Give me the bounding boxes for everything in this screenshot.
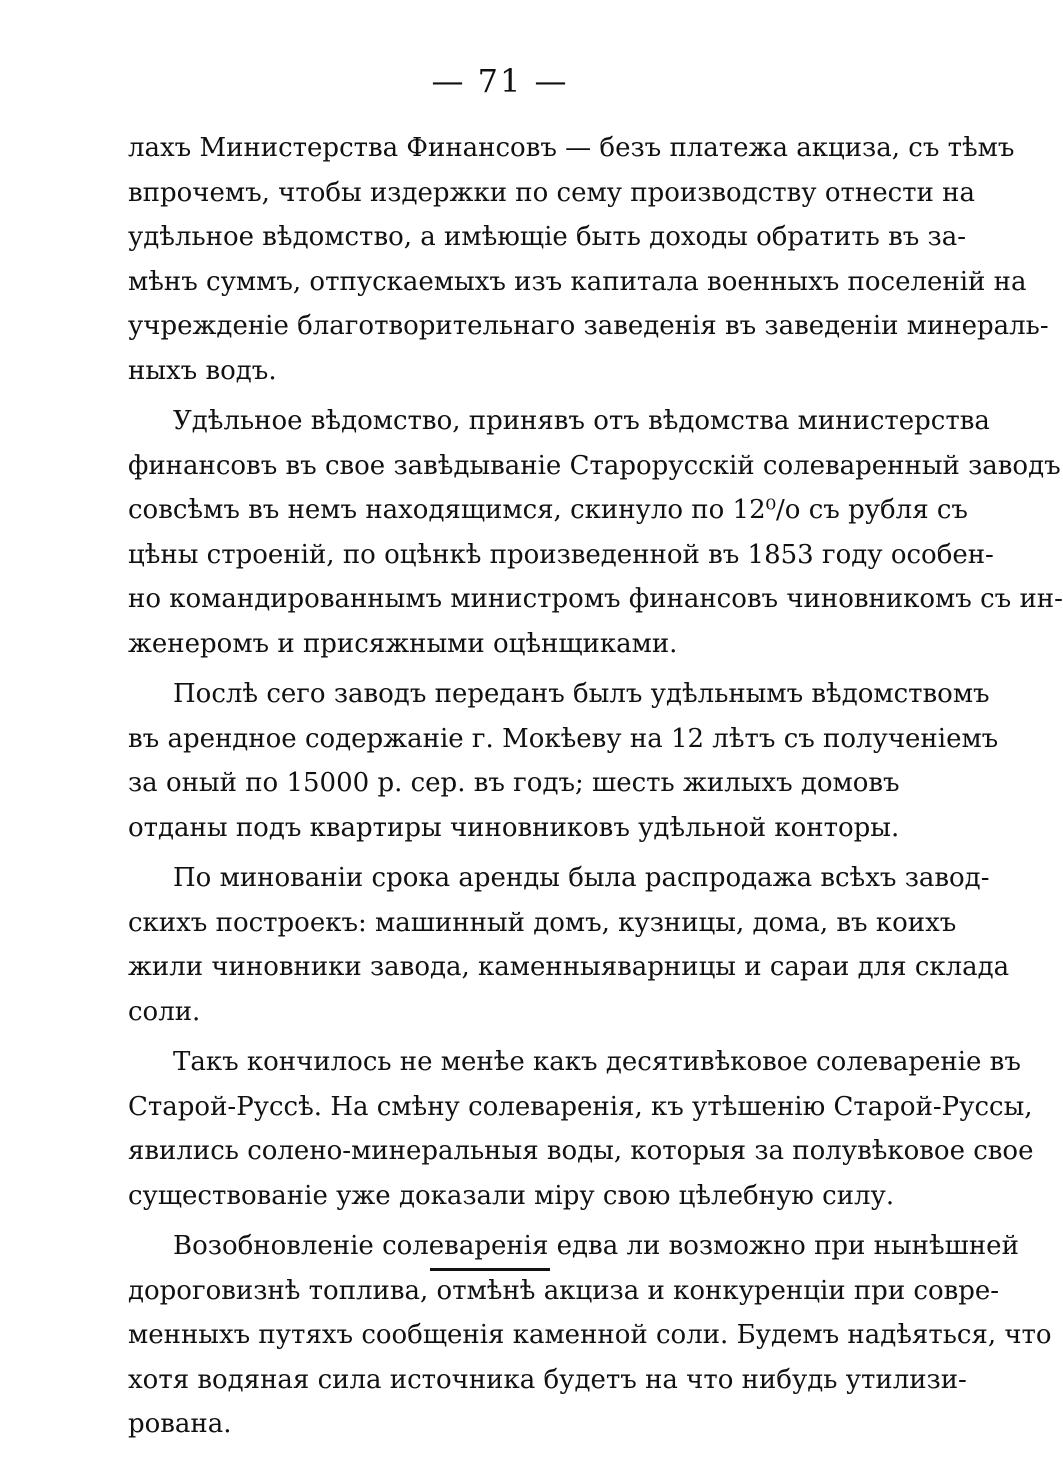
paragraph-4 xyxy=(128,856,1010,1034)
text-line: женеромъ и присяжными оцѣнщиками. xyxy=(128,628,678,659)
text-line: учрежденіе благотворительнаго заведенія въ заведеніи минераль- xyxy=(128,311,1049,341)
text-line: финансовъ въ свое завѣдываніе Старорусскій солеваренный заводъ xyxy=(128,450,1061,481)
text-line: рована. xyxy=(128,1409,232,1439)
text-line: ныхъ водъ. xyxy=(128,355,277,386)
text-line: Возобновленіе солеваренія едва ли возможно при нынѣшней xyxy=(173,1231,1019,1261)
text-line: хотя водяная сила источника будетъ на что нибудь утилизи- xyxy=(128,1364,967,1395)
text-line: удѣльное вѣдомство, а имѣющіе быть доходы обратить въ за- xyxy=(128,222,967,252)
text-line: дороговизнѣ топлива, отмѣнѣ акциза и конкуренціи при совре- xyxy=(128,1275,1000,1306)
paragraph-3 xyxy=(128,672,999,850)
text-line: По минованіи срока аренды была распродажа всѣхъ завод- xyxy=(173,863,990,893)
text-line: но командированнымъ министромъ финансовъ чиновникомъ съ ин- xyxy=(128,584,1063,614)
text-line: впрочемъ, чтобы издержки по сему производству отнести на xyxy=(128,177,975,208)
paragraph-2 xyxy=(128,399,1063,666)
text-line: совсѣмъ въ немъ находящимся, скинуло по 12⁰/о съ рубля съ xyxy=(128,495,968,525)
text-line: скихъ построекъ: машинный домъ, кузницы, дома, въ коихъ xyxy=(128,907,957,938)
text-line: цѣны строеній, по оцѣнкѣ произведенной въ 1853 году особен- xyxy=(128,539,994,570)
text-line: менныхъ путяхъ сообщенія каменной соли. Будемъ надѣяться, что xyxy=(128,1320,1052,1350)
text-line: Послѣ сего заводъ переданъ былъ удѣльнымъ вѣдомствомъ xyxy=(173,679,990,709)
text-line: жили чиновники завода, каменныяварницы и сараи для склада xyxy=(128,952,1010,982)
text-line: Удѣльное вѣдомство, принявъ отъ вѣдомства министерства xyxy=(173,406,990,436)
text-line: въ арендное содержаніе г. Мокѣеву на 12 лѣтъ съ полученіемъ xyxy=(128,723,999,754)
text-line: Старой-Руссѣ. На смѣну солеваренія, къ утѣшенію Старой-Руссы, xyxy=(128,1091,1033,1122)
text-line: мѣнъ суммъ, отпускаемыхъ изъ капитала военныхъ поселеній на xyxy=(128,266,1027,297)
text-line: Такъ кончилось не менѣе какъ десятивѣковое солевареніе въ xyxy=(173,1047,1021,1077)
text-line: за оный по 15000 р. сер. въ годъ; шесть жилыхъ домовъ xyxy=(128,768,900,798)
paragraph-6 xyxy=(128,1224,1052,1447)
body-text xyxy=(128,126,1063,1453)
text-line: отданы подъ квартиры чиновниковъ удѣльной конторы. xyxy=(128,812,900,843)
paragraph-1 xyxy=(128,126,1049,393)
paragraph-5 xyxy=(128,1040,1034,1218)
page-number: — 71 — xyxy=(431,62,569,100)
text-line: лахъ Министерства Финансовъ — безъ платежа акциза, съ тѣмъ xyxy=(128,133,1015,163)
end-rule-divider xyxy=(430,1268,550,1271)
text-line: существованіе уже доказали міру свою цѣлебную силу. xyxy=(128,1180,895,1211)
text-line: явились солено-минеральныя воды, которыя за полувѣковое свое xyxy=(128,1136,1034,1166)
text-line: соли. xyxy=(128,996,201,1027)
